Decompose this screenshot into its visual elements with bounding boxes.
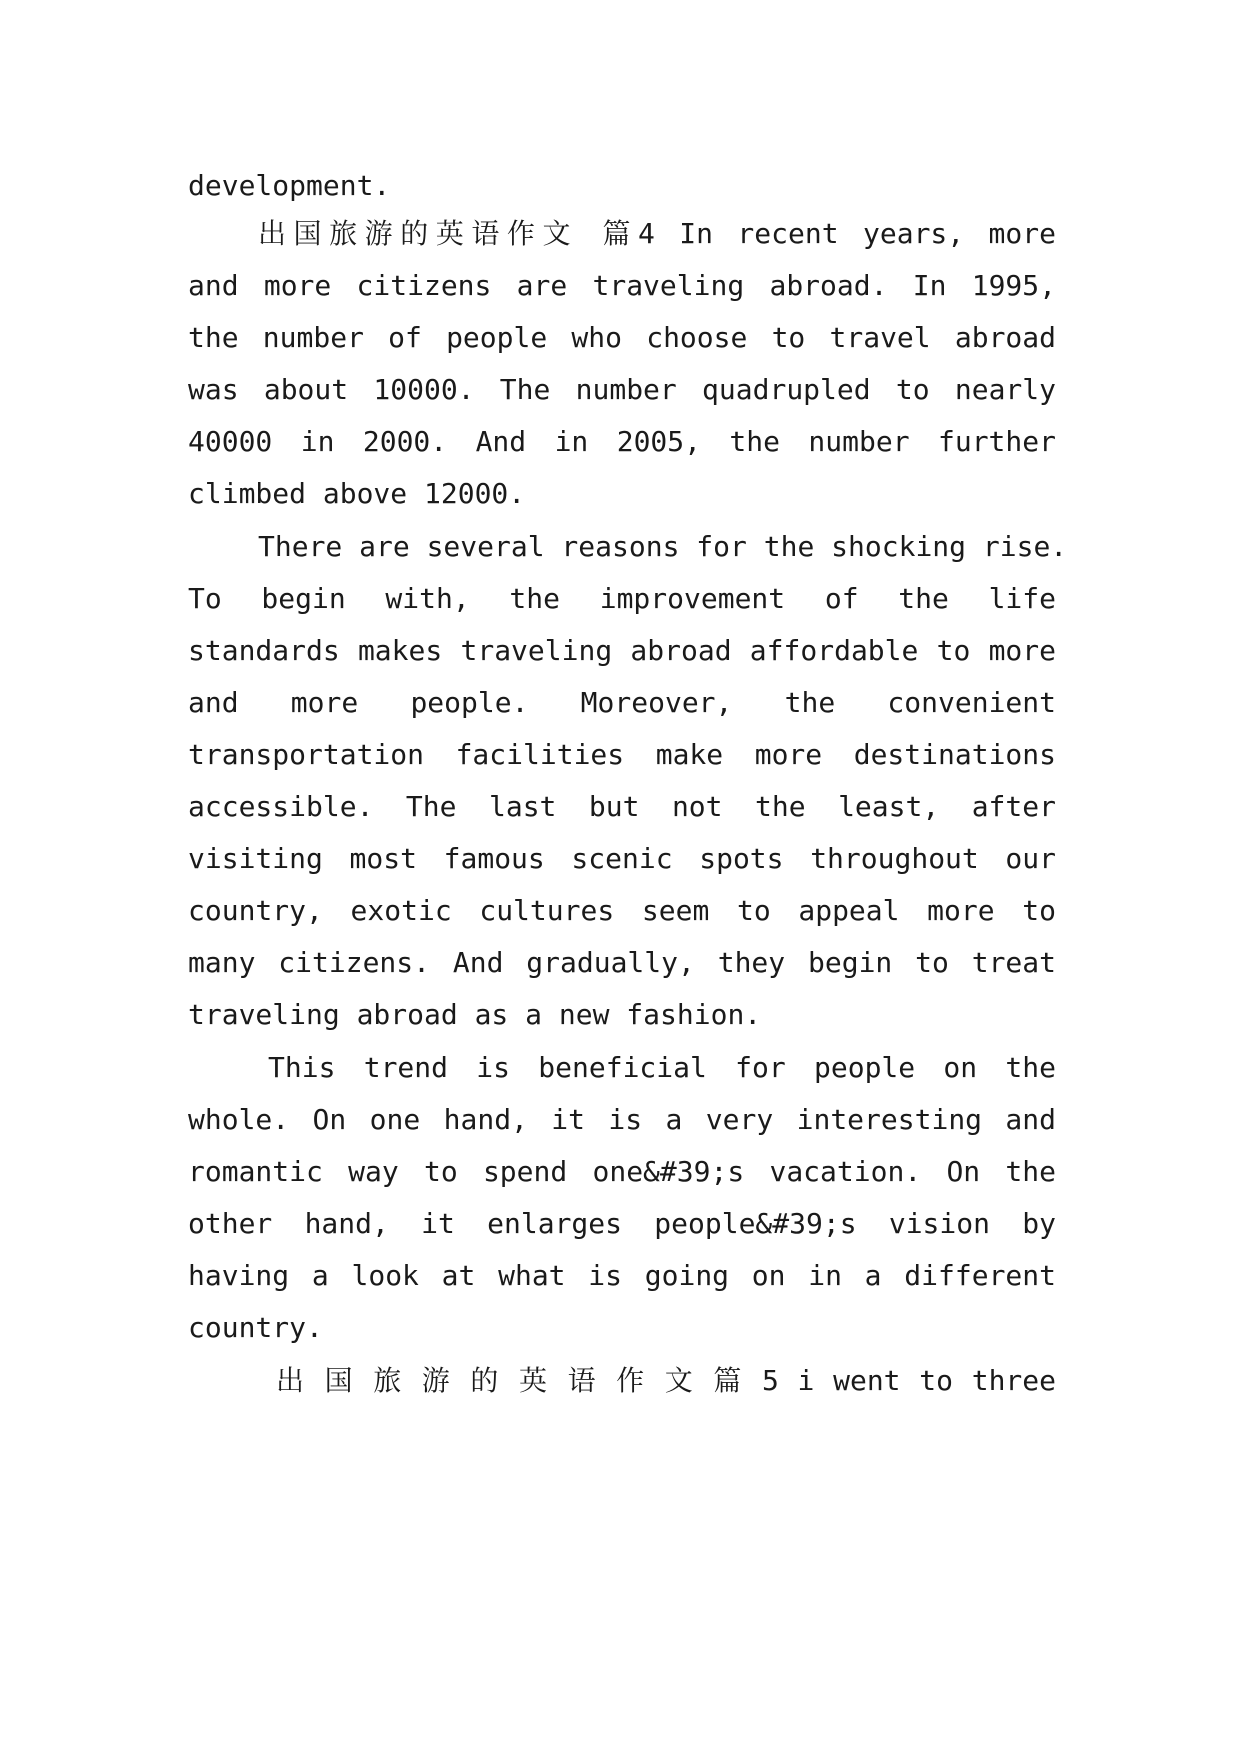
text-line: and more people. Moreover, the convenient <box>188 686 1056 719</box>
text-line: transportation facilities make more destinations <box>188 738 1056 771</box>
text-line: country. <box>188 1311 323 1344</box>
text-line: many citizens. And gradually, they begin to treat <box>188 946 1056 979</box>
text-line: was about 10000. The number quadrupled to nearly <box>188 373 1056 406</box>
text-line: the number of people who choose to travel abroad <box>188 321 1056 354</box>
essay-heading-line: 出国旅游的英语作文 篇4 In recent years, more <box>258 217 1056 250</box>
essay-heading-line: 出 国 旅 游 的 英 语 作 文 篇 5 i went to three <box>276 1364 1056 1397</box>
text-line: country, exotic cultures seem to appeal more to <box>188 894 1056 927</box>
text-line: To begin with, the improvement of the life <box>188 582 1056 615</box>
text-line: whole. On one hand, it is a very interesting and <box>188 1103 1056 1136</box>
text-line: other hand, it enlarges people&#39;s vision by <box>188 1207 1056 1240</box>
text-line: development. <box>188 169 391 202</box>
text-line: 40000 in 2000. And in 2005, the number further <box>188 425 1056 458</box>
text-line: visiting most famous scenic spots throughout our <box>188 842 1056 875</box>
text-line: and more citizens are traveling abroad. In 1995, <box>188 269 1056 302</box>
text-line: romantic way to spend one&#39;s vacation. On the <box>188 1155 1056 1188</box>
text-line: accessible. The last but not the least, after <box>188 790 1056 823</box>
text-line: standards makes traveling abroad affordable to more <box>188 634 1056 667</box>
text-line: traveling abroad as a new fashion. <box>188 998 762 1031</box>
text-line: This trend is beneficial for people on the <box>268 1051 1056 1084</box>
text-line: There are several reasons for the shocking rise. <box>258 530 1068 563</box>
text-line: having a look at what is going on in a different <box>188 1259 1056 1292</box>
text-line: climbed above 12000. <box>188 477 526 510</box>
